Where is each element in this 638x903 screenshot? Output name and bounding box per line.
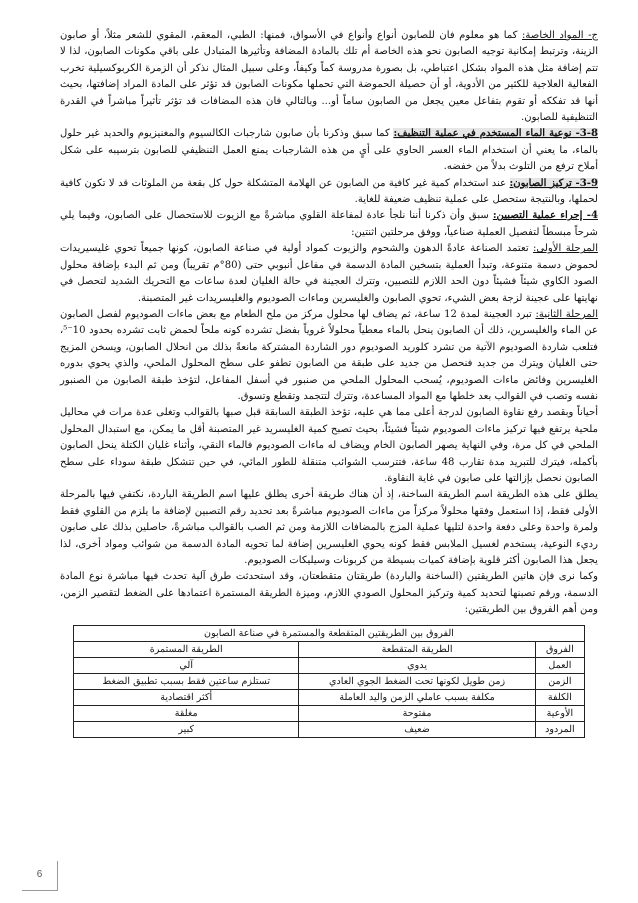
table-cell: زمن طويل لكونها تحت الضغط الجوي العادي (299, 673, 535, 689)
table-cell: كبير (74, 721, 299, 737)
paragraph-comparison-intro: وكما نرى فإن هاتين الطريقتين (الساخنة والباردة) طريقتان متقطعتان، وقد استحدثت طرق آلية تحدث فيها مباشرة نوع المادة الدسمة، ورقم تصبنها لتحديد كمية وتركيز المحلول الصودي اللازم، وميزة الطريقة المستمرة اعتمادها على الضغط لتقصير الزمن، ومن أهم الفروق بين الطريقتين: (60, 571, 598, 616)
section-saponification-body: سبق وأن ذكرنا أننا نلجأ عادة لمفاعلة القلوي مباشرةً مع الزيوت للاستحصال على الصابون، وفيما يلي شرحاً مبسطاً لتفصيل العملية صناعياً، ووفق مرحلتين اثنتين: (60, 210, 598, 238)
stage-two-title: المرحلة الثانية: (535, 308, 599, 320)
stage-two-body: تبرد العجينة لمدة 12 ساعة، ثم يضاف لها محلول مركز من ملح الطعام مع بعض ماءات الصوديوم لفصل الصابون عن الماء والغليسرين، ذلك أن الصابون ينحل بالماء معطياً محلولاً غروياً بفضل تشرده كونه ملحاً لحمض ثابت تشرده بحدود 10⁻⁵، فتلعب شاردة الصوديوم الآتية من تشرد كلوريد الصوديوم دور الشاردة المشتركة مانعةً بذلك من انحلال الصابون، ويسخن المزيج حتى الغليان ويترك من جديد فنحصل من جديد على طبقة من الصابون تطفو على سطح المحلول الملحي، والذي يحوي بدوره الغليسرين وفائض ماءات الصوديوم، يُسحب المحلول الملحي من صنبور في أسفل المفاعل، لتؤخذ طبقة الصابون من الصنبور نفسه وتصب في القوالب بعد خلطها مع المواد المساعدة، وتترك لتتجمد وتقطع وتسوق. (60, 308, 598, 402)
table-header-cell: الفروق (535, 641, 584, 657)
section-water-quality-body: كما سبق وذكرنا بأن صابون شارجبات الكالسيوم والمغنيزيوم والحديد غير حلول بالماء، ما يعني أن استخدام الماء العسر الحاوي على أيٍ من هذه الشارجبات يمنع العمل التنظيفي للصابون بترسيبه على شكل أملاح ترفع من التلوث بدلاً من خفضه. (60, 128, 598, 173)
table-cell: يدوي (299, 657, 535, 673)
stage-one (60, 241, 598, 307)
table-cell: مغلقة (74, 705, 299, 721)
document-page (60, 28, 598, 738)
table-cell: مفتوحة (299, 705, 535, 721)
table-cell: آلي (74, 657, 299, 673)
section-special-materials-body: كما هو معلوم فان للصابون أنواع وأنواع في الأسواق، فمنها: الطبي، المعقم، المقوي للشعر مثلاً، أو صابون الزينة، وترتبط إمكانية توجيه الصابون نحو هذه الخاصة أم تلك بالمادة المضافة وتأثيرها المتبادل على باقي مكونات الصابون، لذا لا تتم إضافة مثل هذه المواد بشكل اعتباطي، بل بصورة مدروسة كماً وكيفاً، وعلى سبيل المثال نذكر أن الزمرة الكربوكسيلية تخرب الفعالية العلاجية للكثير من الأدوية، أو أن حصيلة الحموضة التي تحملها مكونات الصابون قد تؤثر على المادة المراد إضافتها، بحيث أنها قد تفككه أو تقوم بتفاعل معين يجعل من الصابون ساماً أو... وبالتالي فان هذه المضافات قد تؤثر تأثيراً مباشراً في القدرة التنظيفية للصابون. (60, 30, 598, 124)
table-row (74, 673, 585, 689)
paragraph-repeated-boiling: أحياناً وبقصد رفع نقاوة الصابون لدرجة أعلى مما هي عليه، تؤخذ الطبقة السابقة قبل صبها بالقوالب وتغلى عدة مرات في محاليل ملحية يرتفع فيها تركيز ماءات الصوديوم شيئاً فشيئاً، بحيث تصبح كمية الغليسريد غير المتصبنة أقل ما يمكن، مع استبدال المحلول الملحي في كل مرة، وفي النهاية يصهر الصابون الخام ويضاف له ماءات الصوديوم فالماء النقي، وأثناء غليان الكتلة ينحل الصابون بأكمله، فيترك للتبريد مدة تقارب 48 ساعة، فتترسب الشوائب متنقلة للطور المائي، في حين تتشكل طبقة سوداء على سطح الصابون نحصل بإزالتها على صابون في غاية النقاوة. (60, 407, 598, 484)
table-cell: ضعيف (299, 721, 535, 737)
paragraph-hot-cold-method: يطلق على هذه الطريقة اسم الطريقة الساخنة، إذ أن هناك طريقة أخرى يطلق عليها اسم الطريقة الباردة، نكتفي فيها بالمرحلة الأولى فقط، إذا استعمل وفقها محلولاً مركزاً من ماءات الصوديوم مباشرةً بعد تحديد رقم التصبين لإضافة ما يلزم من القلوي فقط ولمرة واحدة وعلى دفعة واحدة لتليها عملية المزج بالمضافات اللازمة ومن ثم الصب بالقوالب مباشرةً، حاصلين بذلك على صابون رديء النوعية، يستخدم لغسيل الملابس فقط كونه يحوي الغليسرين إضافة لما تحويه المادة الدسمة من شوائب ومواد أخرى، لذا يجعل هذا الصابون أكثر قلوية بإضافة كميات بسيطة من كربونات وسيليكات الصوديوم. (60, 489, 598, 566)
comparison-table (73, 625, 585, 738)
page-number: 6 (22, 861, 58, 891)
section-soap-concentration-title: 3-9- تركيز الصابون: (509, 177, 598, 189)
stage-one-title: المرحلة الأولى: (533, 243, 598, 255)
stage-two (60, 307, 598, 405)
section-water-quality (60, 126, 598, 175)
table-row (74, 689, 585, 705)
section-saponification-title: 4- إجراء عملية التصبين: (492, 210, 598, 222)
table-header-cell: الطريقة المستمرة (74, 641, 299, 657)
table-cell: العمل (535, 657, 584, 673)
section-soap-concentration-body: عند استخدام كمية غير كافية من الصابون عن الهلامة المتشكلة حول كل بقعة من الملوثات قد لا تكون كافية لحملها، وبالنتيجة ستحصل على عملية تنظيف ضعيفة للغاية. (60, 177, 598, 206)
comparison-table-caption: الفروق بين الطريقتين المتقطعة والمستمرة في صناعة الصابون (74, 625, 585, 641)
table-cell: الكلفة (535, 689, 584, 705)
comparison-table-caption-row (74, 625, 585, 641)
table-cell: المردود (535, 721, 584, 737)
section-special-materials-title: ج- المواد الخاصة: (522, 30, 599, 41)
table-cell: الأوعية (535, 705, 584, 721)
table-cell: الزمن (535, 673, 584, 689)
stage-one-body: تعتمد الصناعة عادةً الدهون والشحوم والزيوت كمواد أولية في صناعة الصابون، كونها جميعاً تحوي غليسيريدات لحموض دسمة متنوعة، وتبدأ العملية بتسخين المادة الدسمة في مفاعل أنبوبي حتى (80°م تقريباً) ومن ثم البدء بإضافة محلول الصود الكاوي شيئاً فشيئاً دون الحد اللازم للتصبين، وتترك العجينة في حالة الغليان لعدة ساعات مع التحريك الشديد لتحصل في نهايتها على عجينة لزجة بعض الشيء، تحوي الصابون والغليسرين وماءات الصوديوم والغليسريدات غير المتصبنة. (60, 243, 598, 304)
table-cell: مكلفة بسبب عاملي الزمن واليد العاملة (299, 689, 535, 705)
section-water-quality-title: 3-8- نوعية الماء المستخدم في عملية التنظيف: (393, 128, 599, 140)
table-row (74, 721, 585, 737)
section-special-materials (60, 28, 598, 126)
table-row (74, 657, 585, 673)
section-soap-concentration (60, 176, 598, 209)
section-saponification (60, 208, 598, 241)
table-header-cell: الطريقة المتقطعة (299, 641, 535, 657)
table-cell: أكثر اقتصادية (74, 689, 299, 705)
comparison-table-header-row (74, 641, 585, 657)
table-cell: تستلزم ساعتين فقط بسبب تطبيق الضغط (74, 673, 299, 689)
table-row (74, 705, 585, 721)
